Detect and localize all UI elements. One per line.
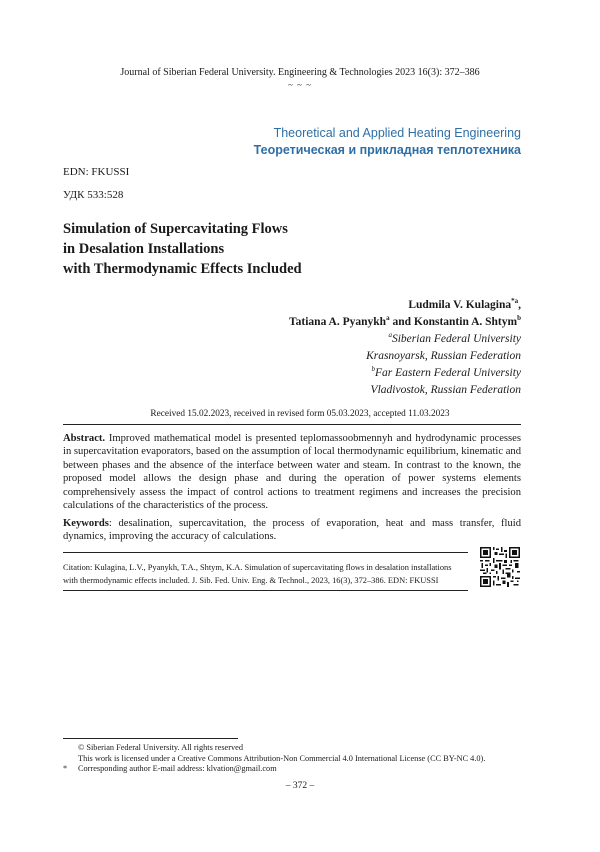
affil-mark: a — [388, 331, 392, 340]
ornament: ~ ~ ~ — [287, 80, 313, 90]
author-name: Ludmila V. Kulagina — [408, 299, 512, 311]
affil-mark: b — [371, 365, 376, 374]
authors-block — [289, 297, 521, 399]
author-separator: , — [518, 299, 521, 311]
footnote — [63, 754, 485, 765]
article-title — [63, 219, 483, 279]
citation — [63, 561, 468, 587]
footnote — [63, 764, 485, 775]
footnote-text: Corresponding author E-mail address: klvation@gmail.com — [78, 764, 277, 773]
received-dates: Received 15.02.2023, received in revised form 05.03.2023, accepted 11.03.2023 — [150, 409, 450, 419]
page-number: – 372 – — [285, 781, 315, 791]
author-name: Tatiana A. Pyanykh — [289, 316, 387, 328]
footnote-mark: * — [63, 764, 68, 773]
qr-code-icon — [480, 547, 520, 587]
footnote — [63, 743, 485, 754]
author-affil-mark: a — [386, 314, 390, 323]
udk-code: УДК 533:528 — [63, 189, 124, 201]
affil-text: Krasnoyarsk, Russian Federation — [366, 350, 521, 362]
section-title-en: Theoretical and Applied Heating Engineering — [273, 126, 521, 140]
author-affil-mark: *a — [511, 297, 519, 306]
abstract — [63, 432, 521, 512]
footnote-mark — [63, 743, 78, 754]
affiliation — [289, 382, 521, 399]
author-line-1 — [289, 297, 521, 314]
footnote-text: © Siberian Federal University. All rights reserved — [78, 743, 243, 752]
footnote-mark — [63, 754, 78, 765]
author-name: Konstantin A. Shtym — [413, 316, 518, 328]
edn-code: EDN: FKUSSI — [63, 166, 130, 178]
section-title-ru: Теоретическая и прикладная теплотехника — [253, 143, 521, 157]
affil-text: Vladivostok, Russian Federation — [370, 384, 521, 396]
affiliation — [289, 331, 521, 348]
footnote-divider — [63, 738, 238, 739]
title-line: in Desalation Installations — [63, 241, 225, 257]
author-line-2 — [289, 314, 521, 331]
affil-text: Siberian Federal University — [391, 333, 521, 345]
keywords-label: Keywords — [63, 518, 109, 529]
citation-line: Citation: Kulagina, L.V., Pyanykh, T.A., Shtym, K.A. Simulation of supercavitating flows in desalation installations — [63, 563, 452, 572]
affiliation — [289, 365, 521, 382]
title-line: with Thermodynamic Effects Included — [63, 261, 302, 277]
author-separator: and — [389, 316, 414, 328]
journal-header: Journal of Siberian Federal University. Engineering & Technologies 2023 16(3): 372–386 — [120, 67, 480, 78]
abstract-text: Improved mathematical model is presented teplomassoobmennyh and hydrodynamic processes in supercavitation evaporators, based on the assumption of local thermodynamic equilibrium, kinematic and between phases and the absence of the interface between water and steam. In contrast to the known, the proposed model allows the design phase and during the operation of power systems elements comprehensively assess the impact of control actions to treatment regimens and increases the precision calculations of the characteristics of the process. — [63, 433, 521, 512]
affiliation — [289, 348, 521, 365]
footnotes — [63, 743, 485, 775]
divider — [63, 424, 521, 425]
title-line: Simulation of Supercavitating Flows — [63, 221, 288, 237]
citation-line: with thermodynamic effects included. J. Sib. Fed. Univ. Eng. & Technol., 2023, 16(3), 372–386. EDN: FKUSSI — [63, 576, 439, 585]
author-affil-mark: b — [517, 314, 521, 323]
keywords-text: : desalination, supercavitation, the process of evaporation, heat and mass transfer, fluid dynamics, improving the accuracy of calculations. — [63, 518, 521, 543]
footnote-text: This work is licensed under a Creative Commons Attribution-Non Commercial 4.0 International License (CC BY-NC 4.0). — [78, 753, 486, 763]
abstract-label: Abstract. — [63, 433, 106, 444]
divider — [63, 590, 468, 591]
divider — [63, 552, 468, 553]
keywords — [63, 517, 521, 544]
affil-text: Far Eastern Federal University — [375, 367, 521, 379]
